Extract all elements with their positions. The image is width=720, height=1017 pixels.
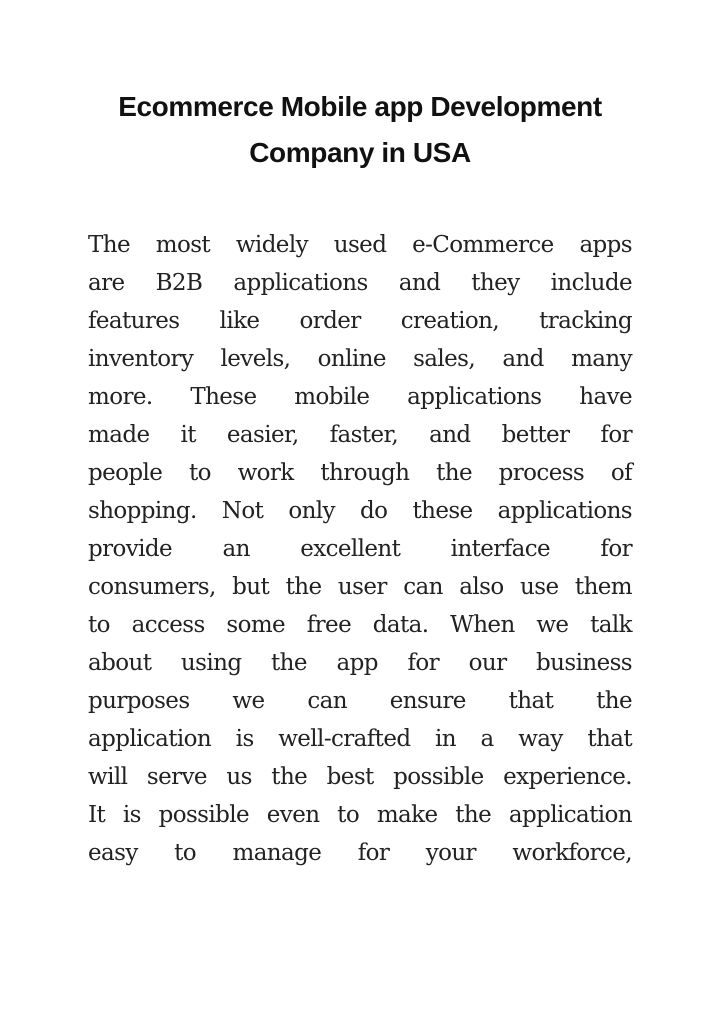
- title-line: Company in USA: [249, 137, 471, 168]
- body-paragraph: [88, 226, 632, 872]
- paragraph-line: inventory levels, online sales, and many: [88, 346, 632, 372]
- paragraph-line: are B2B applications and they include: [88, 270, 632, 296]
- paragraph-line: application is well-crafted in a way that: [88, 726, 632, 752]
- paragraph-line: shopping. Not only do these applications: [88, 498, 632, 524]
- paragraph-line: more. These mobile applications have: [88, 384, 632, 410]
- paragraph-line: about using the app for our business: [88, 650, 632, 676]
- paragraph-line: people to work through the process of: [88, 460, 632, 486]
- paragraph-line: It is possible even to make the application: [88, 802, 632, 828]
- paragraph-line: features like order creation, tracking: [88, 308, 632, 334]
- paragraph-line: to access some free data. When we talk: [88, 612, 632, 638]
- paragraph-line: purposes we can ensure that the: [88, 688, 632, 714]
- paragraph-line: provide an excellent interface for: [88, 536, 632, 562]
- paragraph-line: consumers, but the user can also use them: [88, 574, 632, 600]
- paragraph-line: easy to manage for your workforce,: [88, 840, 632, 866]
- paragraph-line: will serve us the best possible experience.: [88, 764, 632, 790]
- paragraph-line: made it easier, faster, and better for: [88, 422, 632, 448]
- document-title: [60, 84, 660, 176]
- paragraph-line: The most widely used e-Commerce apps: [88, 232, 632, 258]
- title-line: Ecommerce Mobile app Development: [118, 91, 602, 122]
